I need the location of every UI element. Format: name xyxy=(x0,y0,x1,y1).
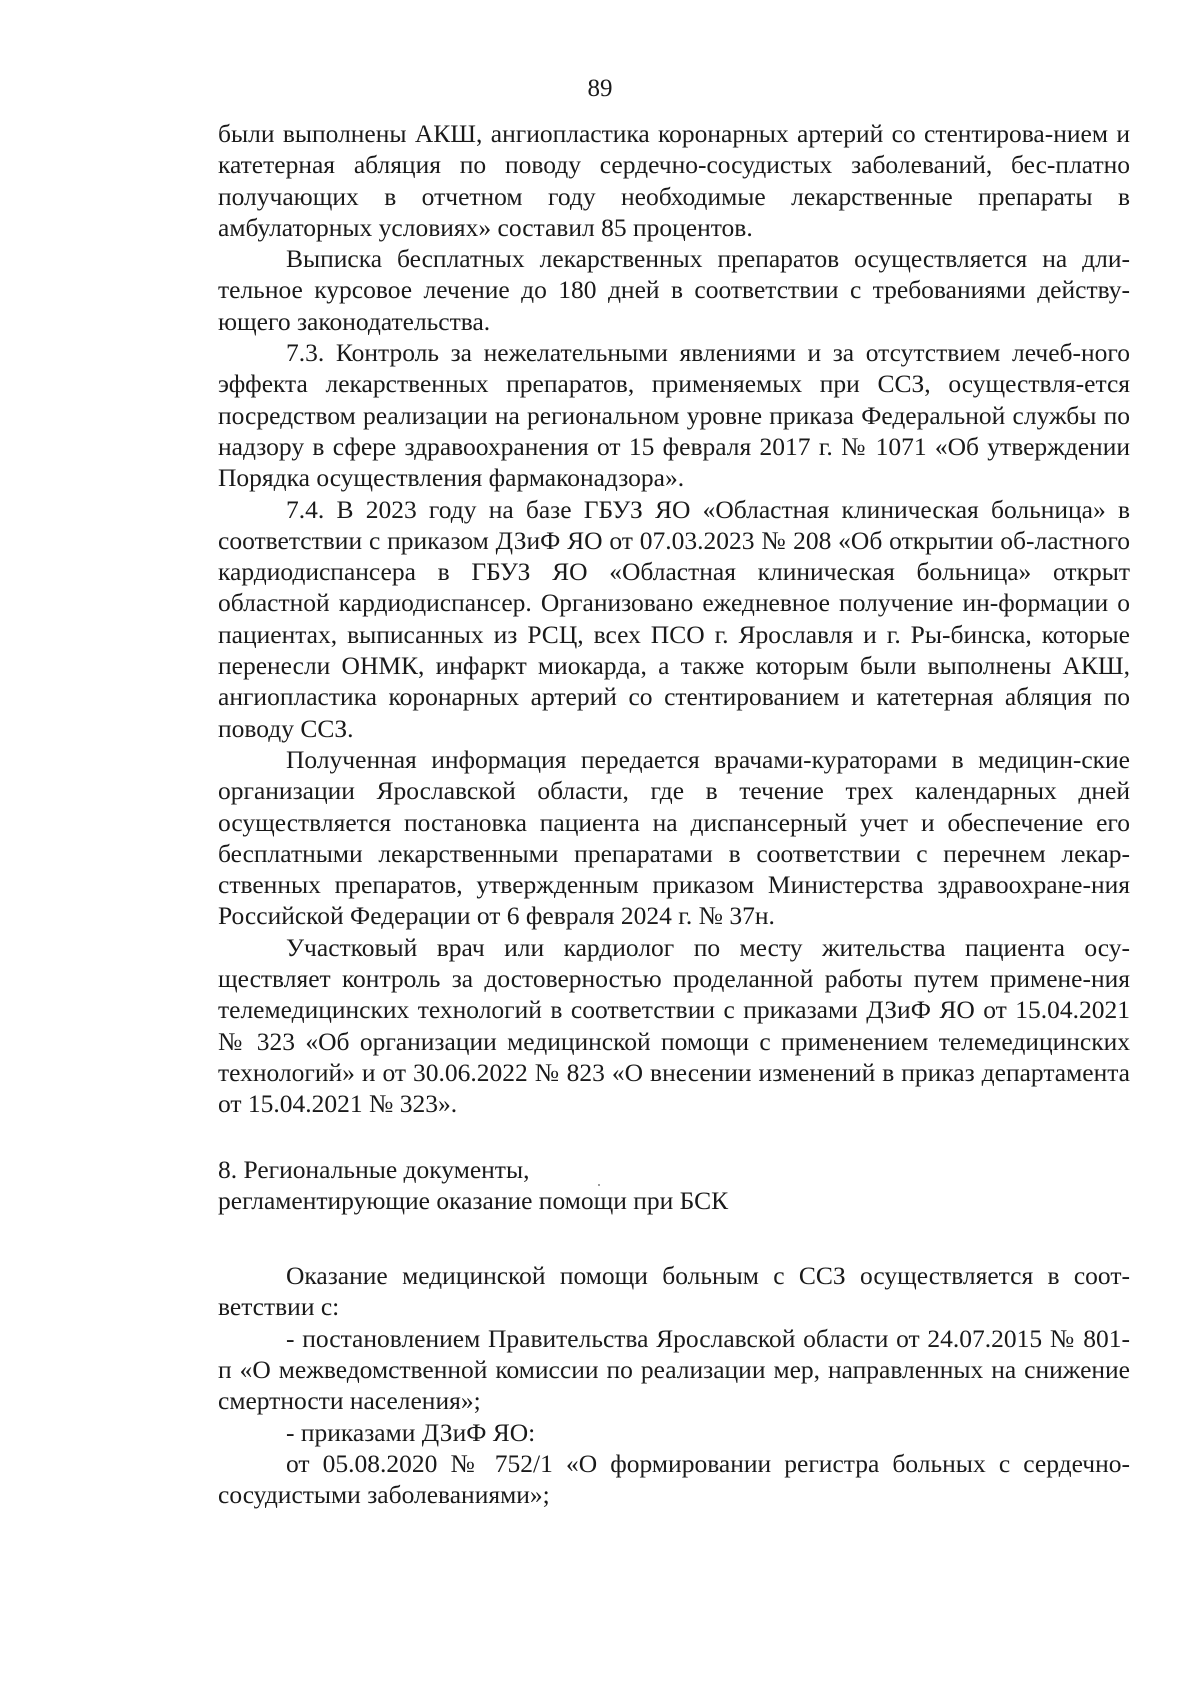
paragraph-7-3: 7.3. Контроль за нежелательными явлениями и за отсутствием лечеб-ного эффекта лекарственных препаратов, применяемых при ССЗ, осуществля-ется посредством реализации на региональном уровне приказа Федеральной службы по надзору в сфере здравоохранения от 15 февраля 2017 г. № 1071 «Об утверждении Порядка осуществления фармаконадзора». xyxy=(218,338,1130,493)
list-item-order-752: от 05.08.2020 № 752/1 «О формировании регистра больных с сердечно-сосудистыми заболеваниями»; xyxy=(218,1448,1130,1510)
section-title-line-2: регламентирующие оказание помощи при БСК xyxy=(218,1185,729,1215)
paragraph-curators: Полученная информация передается врачами-кураторами в медицин-ские организации Ярославской области, где в течение трех календарных дней осуществляется постановка пациента на диспансерный учет и обеспечение его бесплатными лекарственными препаратами в соответствии с перечнем лекар-ственных препаратов, утвержденным приказом Министерства здравоохране-ния Российской Федерации от 6 февраля 2024 г. № 37н. xyxy=(218,744,1130,931)
paragraph-prescription: Выписка бесплатных лекарственных препаратов осуществляется на дли-тельное курсовое лечение до 180 дней в соответствии с требованиями действу-ющего законодательства. xyxy=(218,244,1130,336)
paragraph-telemedicine: Участковый врач или кардиолог по месту жительства пациента осу-ществляет контроль за достоверностью проделанной работы путем примене-ния телемедицинских технологий в соответствии с приказами ДЗиФ ЯО от 15.04.2021 № 323 «Об организации медицинской помощи с применением телемедицинских технологий» и от 30.06.2022 № 823 «О внесении изменений в приказ департамента от 15.04.2021 № 323». xyxy=(218,932,1130,1119)
paragraph-care-intro: Оказание медицинской помощи больным с ССЗ осуществляется в соот-ветствии с: xyxy=(218,1261,1130,1322)
page-number: 89 xyxy=(587,75,613,102)
paragraph-continuation: были выполнены АКШ, ангиопластика коронарных артерий со стентирова-нием и катетерная абляция по поводу сердечно-сосудистых заболеваний, бес-платно получающих в отчетном году необходимые лекарственные препараты в амбулаторных условиях» составил 85 процентов. xyxy=(218,119,1130,242)
list-item-orders: - приказами ДЗиФ ЯО: xyxy=(286,1417,536,1447)
section-title-line-1: 8. Региональные документы, xyxy=(218,1154,530,1184)
list-item-resolution: - постановлением Правительства Ярославской области от 24.07.2015 № 801-п «О межведомственной комиссии по реализации мер, направленных на снижение смертности населения»; xyxy=(218,1323,1130,1416)
document-body xyxy=(218,118,1130,1510)
scan-speck xyxy=(598,1184,600,1186)
paragraph-7-4: 7.4. В 2023 году на базе ГБУЗ ЯО «Областная клиническая больница» в соответствии с приказом ДЗиФ ЯО от 07.03.2023 № 208 «Об открытии об-ластного кардиодиспансера в ГБУЗ ЯО «Областная клиническая больница» открыт областной кардиодиспансер. Организовано ежедневное получение ин-формации о пациентах, выписанных из РСЦ, всех ПСО г. Ярославля и г. Ры-бинска, которые перенесли ОНМК, инфаркт миокарда, а также которым были выполнены АКШ, ангиопластика коронарных артерий со стентированием и катетерная абляция по поводу ССЗ. xyxy=(218,494,1130,743)
spacer xyxy=(218,1216,1130,1260)
spacer xyxy=(218,1120,1130,1154)
